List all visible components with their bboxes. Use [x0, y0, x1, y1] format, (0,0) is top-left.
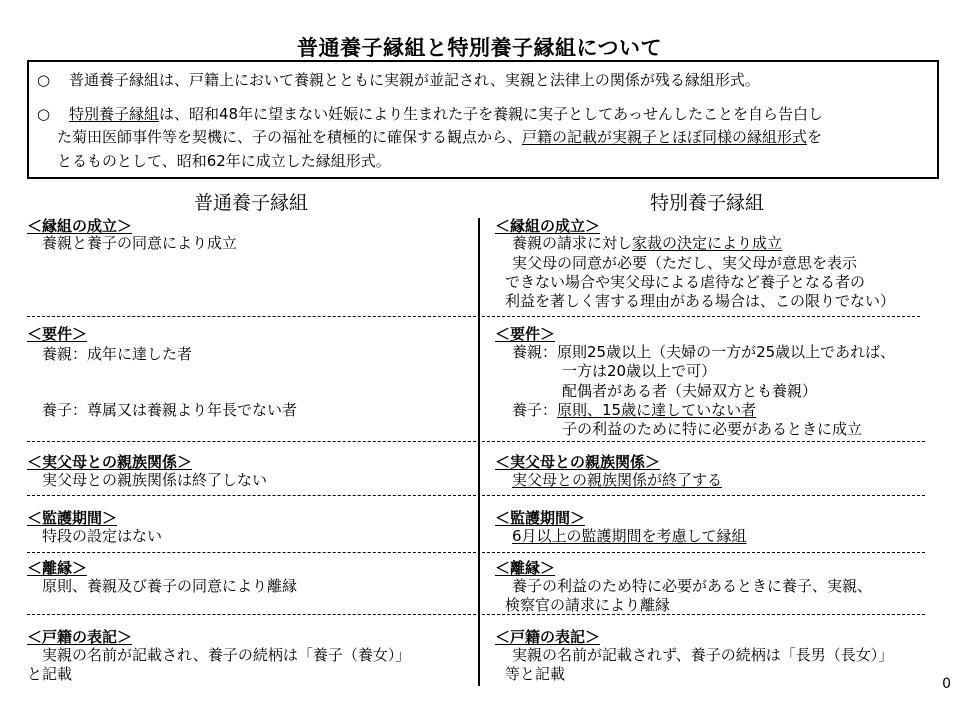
right-requirements-line-2: 一方は20歳以上で可）	[562, 362, 717, 380]
intro-line-1: 普通養子縁組は、戸籍上において養親とともに実親が並記され、実親と法律上の関係が残る縁組形式。	[69, 71, 760, 89]
right-establishment-line-1	[512, 233, 782, 253]
right-section-heading-custody: ＜監護期間＞	[495, 509, 586, 527]
intro-box	[27, 60, 939, 179]
left-dissolution-text: 原則、養親及び養子の同意により離縁	[42, 577, 298, 595]
intro-bullet-2: ○	[37, 105, 51, 123]
right-birth-family-text: 実父母との親族関係が終了する	[512, 471, 723, 489]
right-divider-1	[482, 316, 920, 317]
right-establishment-line-1-underlined: 家裁の決定により成立	[632, 234, 783, 252]
right-section-heading-register: ＜戸籍の表記＞	[495, 628, 601, 646]
right-requirements-line-4-underlined: 原則、15歳に達していない者	[557, 401, 757, 419]
left-register-text-1: 実親の名前が記載され、養子の続柄は「養子（養女）」	[42, 646, 411, 664]
left-column-heading: 普通養子縁組	[193, 192, 308, 214]
right-section-heading-requirements: ＜要件＞	[495, 325, 556, 343]
intro-line-2b	[57, 126, 822, 148]
right-divider-3	[482, 495, 925, 496]
right-requirements-line-1: 養親：原則25歳以上（夫婦の一方が25歳以上であれば、	[512, 343, 896, 361]
right-register-text-2: 等と記載	[505, 665, 566, 683]
left-divider-5	[27, 614, 476, 615]
left-section-heading-birth-family: ＜実父母との親族関係＞	[27, 453, 193, 471]
left-section-heading-register: ＜戸籍の表記＞	[27, 628, 133, 646]
right-section-heading-establishment: ＜縁組の成立＞	[495, 217, 601, 235]
right-dissolution-line-1: 養子の利益のため特に必要があるときに養子、実親、	[512, 577, 873, 595]
right-requirements-line-4-pre: 養子：	[512, 401, 558, 419]
right-divider-5	[482, 614, 925, 615]
right-establishment-line-1-pre: 養親の請求に対し	[512, 234, 633, 252]
left-establishment-text: 養親と養子の同意により成立	[42, 234, 238, 252]
left-requirements-parent: 養親：成年に達した者	[42, 345, 193, 363]
intro-line-2b-pre: た菊田医師事件等を契機に、子の福祉を積極的に確保する観点から、	[57, 128, 523, 146]
intro-line-2b-underlined: 戸籍の記載が実親子とほぼ同様の縁組形式	[522, 128, 808, 146]
left-requirements-child: 養子：尊属又は養親より年長でない者	[42, 401, 298, 419]
left-section-heading-establishment: ＜縁組の成立＞	[27, 217, 133, 235]
left-divider-4	[27, 552, 476, 553]
intro-special-adoption-term: 特別養子縁組	[69, 105, 160, 123]
right-section-heading-birth-family: ＜実父母との親族関係＞	[495, 453, 661, 471]
page-number: 0	[942, 676, 951, 692]
right-dissolution-line-2: 検察官の請求により離縁	[505, 596, 671, 614]
right-requirements-line-3: 配偶者がある者（夫婦双方とも養親）	[562, 382, 818, 400]
intro-line-2b-post: を	[807, 128, 823, 146]
intro-bullet-1: ○	[37, 71, 51, 89]
right-column-heading: 特別養子縁組	[649, 192, 764, 214]
right-requirements-line-5: 子の利益のために特に必要があるときに成立	[562, 420, 863, 438]
right-register-text-1: 実親の名前が記載されず、養子の続柄は「長男（長女）」	[512, 646, 894, 664]
right-divider-2	[482, 441, 925, 442]
left-section-heading-dissolution: ＜離縁＞	[27, 559, 88, 577]
page-title: 普通養子縁組と特別養子縁組について	[296, 36, 663, 60]
right-establishment-line-4: 利益を著しく害する理由がある場合は、この限りでない）	[505, 292, 896, 310]
left-section-heading-requirements: ＜要件＞	[27, 325, 88, 343]
intro-line-2a	[69, 103, 823, 125]
left-section-heading-custody: ＜監護期間＞	[27, 509, 118, 527]
right-requirements-line-4	[512, 400, 756, 420]
right-establishment-line-3: できない場合や実父母による虐待など養子となる者の	[505, 273, 866, 291]
right-custody-text: 6月以上の監護期間を考慮して縁組	[512, 527, 747, 545]
right-establishment-line-2: 実父母の同意が必要（ただし、実父母が意思を表示	[512, 254, 858, 272]
left-divider-1	[27, 316, 476, 317]
left-register-text-2: と記載	[27, 665, 73, 683]
right-section-heading-dissolution: ＜離縁＞	[495, 559, 556, 577]
intro-line-2a-text: は、昭和48年に望まない妊娠により生まれた子を養親に実子としてあっせんしたことを自ら告白し	[159, 105, 823, 123]
column-divider	[478, 218, 480, 686]
intro-line-2c: とるものとして、昭和62年に成立した縁組形式。	[57, 152, 391, 170]
left-divider-3	[27, 495, 476, 496]
left-custody-text: 特段の設定はない	[42, 527, 163, 545]
left-birth-family-text: 実父母との親族関係は終了しない	[42, 471, 268, 489]
right-divider-4	[482, 552, 925, 553]
left-divider-2	[27, 441, 476, 442]
